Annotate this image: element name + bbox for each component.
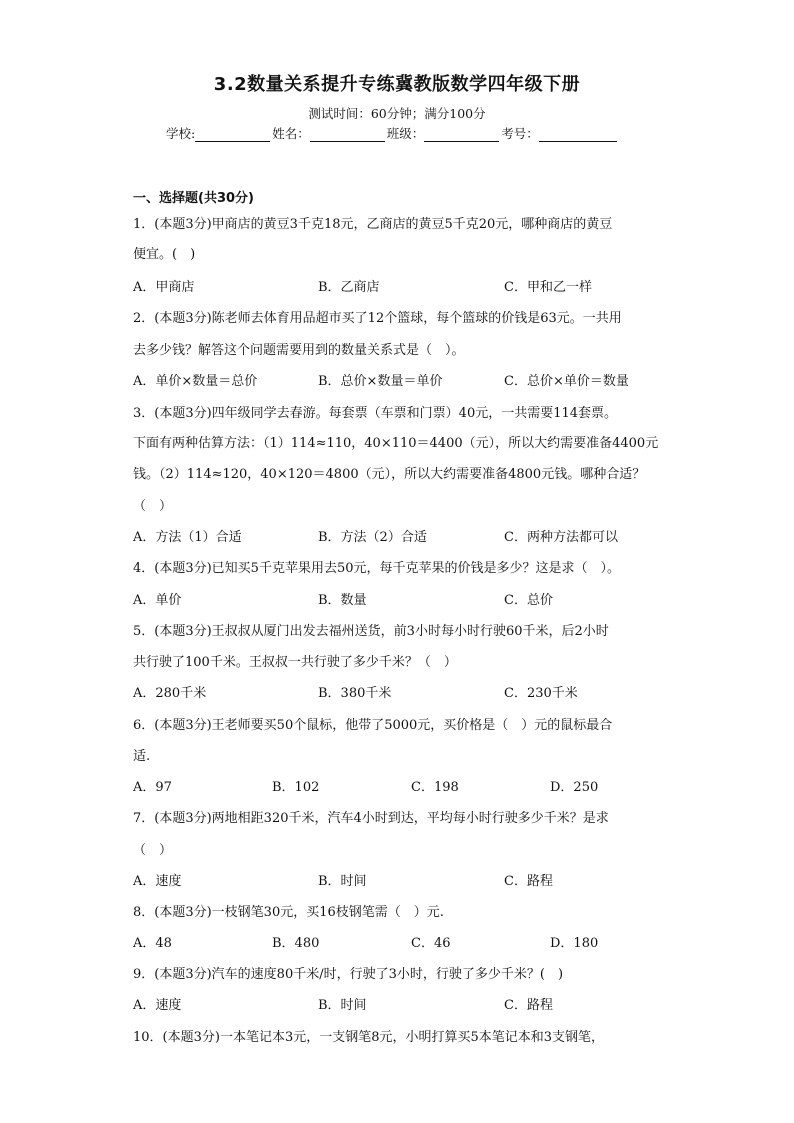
question-9-option-c[interactable]: C．路程 (504, 998, 553, 1013)
question-5-line-1: 5．(本题3分)王叔叔从厦门出发去福州送货，前3小时每小时行驶60千米，后2小时 (133, 624, 609, 639)
section-heading: 一、选择题(共30分) (133, 191, 254, 206)
question-2-line-1: 2．(本题3分)陈老师去体育用品超市买了12个篮球，每个篮球的价钱是63元。一共用 (133, 311, 622, 326)
question-4-option-a[interactable]: A．单价 (133, 593, 182, 608)
question-1-option-c[interactable]: C．甲和乙一样 (504, 280, 592, 295)
question-7-option-a[interactable]: A．速度 (133, 874, 182, 889)
question-6-option-b[interactable]: B．102 (272, 780, 320, 795)
question-5-option-a[interactable]: A．280千米 (133, 686, 207, 701)
question-3-line-4: （ ） (133, 499, 173, 514)
school-blank[interactable] (195, 127, 270, 142)
question-3-option-b[interactable]: B．方法（2）合适 (318, 530, 427, 545)
question-6-line-2: 适. (133, 749, 151, 764)
question-4-line-1: 4．(本题3分)已知买5千克苹果用去50元，每千克苹果的价钱是多少？这是求（ ）。 (133, 561, 620, 576)
question-2-option-b[interactable]: B．总价×数量＝单价 (318, 374, 443, 389)
question-4-option-b[interactable]: B．数量 (318, 593, 367, 608)
question-2-option-a[interactable]: A．单价×数量＝总价 (133, 374, 258, 389)
question-9-option-a[interactable]: A．速度 (133, 998, 182, 1013)
question-6-option-c[interactable]: C．198 (411, 780, 459, 795)
name-blank[interactable] (310, 127, 385, 142)
question-1-line-1: 1．(本题3分)甲商店的黄豆3千克18元，乙商店的黄豆5千克20元，哪种商店的黄豆 (133, 217, 613, 232)
question-1-option-a[interactable]: A．甲商店 (133, 280, 195, 295)
question-7-line-1: 7．(本题3分)两地相距320千米，汽车4小时到达，平均每小时行驶多少千米？是求 (133, 811, 609, 826)
number-blank[interactable] (539, 127, 617, 142)
number-label: 考号： (501, 126, 539, 141)
question-4-option-c[interactable]: C．总价 (504, 593, 553, 608)
question-3-line-3: 钱。（2）114≈120，40×120＝4800（元），所以大约需要准备4800元钱。哪种合适？ (133, 467, 646, 482)
question-3-line-2: 下面有两种估算方法：（1）114≈110，40×110＝4400（元），所以大约需要准备4400元 (133, 436, 659, 451)
question-10-line-1: 10．(本题3分)一本笔记本3元，一支钢笔8元，小明打算买5本笔记本和3支钢笔， (133, 1030, 605, 1045)
question-3-option-c[interactable]: C．两种方法都可以 (504, 530, 618, 545)
question-1-line-2: 便宜。( ) (133, 247, 196, 262)
question-7-option-c[interactable]: C．路程 (504, 874, 553, 889)
question-8-option-d[interactable]: D．180 (550, 936, 599, 951)
question-6-option-d[interactable]: D．250 (550, 780, 599, 795)
question-5-line-2: 共行驶了100千米。王叔叔一共行驶了多少千米？（ ） (133, 655, 457, 670)
question-3-option-a[interactable]: A．方法（1）合适 (133, 530, 242, 545)
name-label: 姓名： (272, 126, 310, 141)
question-6-line-1: 6．(本题3分)王老师要买50个鼠标，他带了5000元，买价格是（ ）元的鼠标最合 (133, 718, 613, 733)
question-8-option-b[interactable]: B．480 (272, 936, 320, 951)
question-5-option-c[interactable]: C．230千米 (504, 686, 578, 701)
school-label: 学校: (166, 126, 196, 141)
question-1-option-b[interactable]: B．乙商店 (318, 280, 380, 295)
question-6-option-a[interactable]: A．97 (133, 780, 172, 795)
question-8-option-c[interactable]: C．46 (411, 936, 451, 951)
question-2-option-c[interactable]: C．总价×单价＝数量 (504, 374, 629, 389)
exam-subtitle: 测试时间：60分钟；满分100分 (308, 106, 486, 121)
question-9-line-1: 9．(本题3分)汽车的速度80千米/时，行驶了3小时，行驶了多少千米？( ) (133, 967, 564, 982)
question-5-option-b[interactable]: B．380千米 (318, 686, 392, 701)
class-label: 班级： (386, 126, 425, 141)
question-2-line-2: 去多少钱？解答这个问题需要用到的数量关系式是（ ）。 (133, 343, 465, 358)
page-title: 3.2数量关系提升专练冀教版数学四年级下册 (213, 74, 581, 95)
student-info-fields (166, 124, 619, 142)
class-blank[interactable] (424, 127, 499, 142)
question-3-line-1: 3．(本题3分)四年级同学去春游。每套票（车票和门票）40元，一共需要114套票。 (133, 406, 618, 421)
question-8-line-1: 8．(本题3分)一枝钢笔30元，买16枝钢笔需（ ）元. (133, 905, 444, 920)
question-7-line-2: （ ） (133, 843, 173, 858)
question-9-option-b[interactable]: B．时间 (318, 998, 367, 1013)
question-7-option-b[interactable]: B．时间 (318, 874, 367, 889)
question-8-option-a[interactable]: A．48 (133, 936, 172, 951)
